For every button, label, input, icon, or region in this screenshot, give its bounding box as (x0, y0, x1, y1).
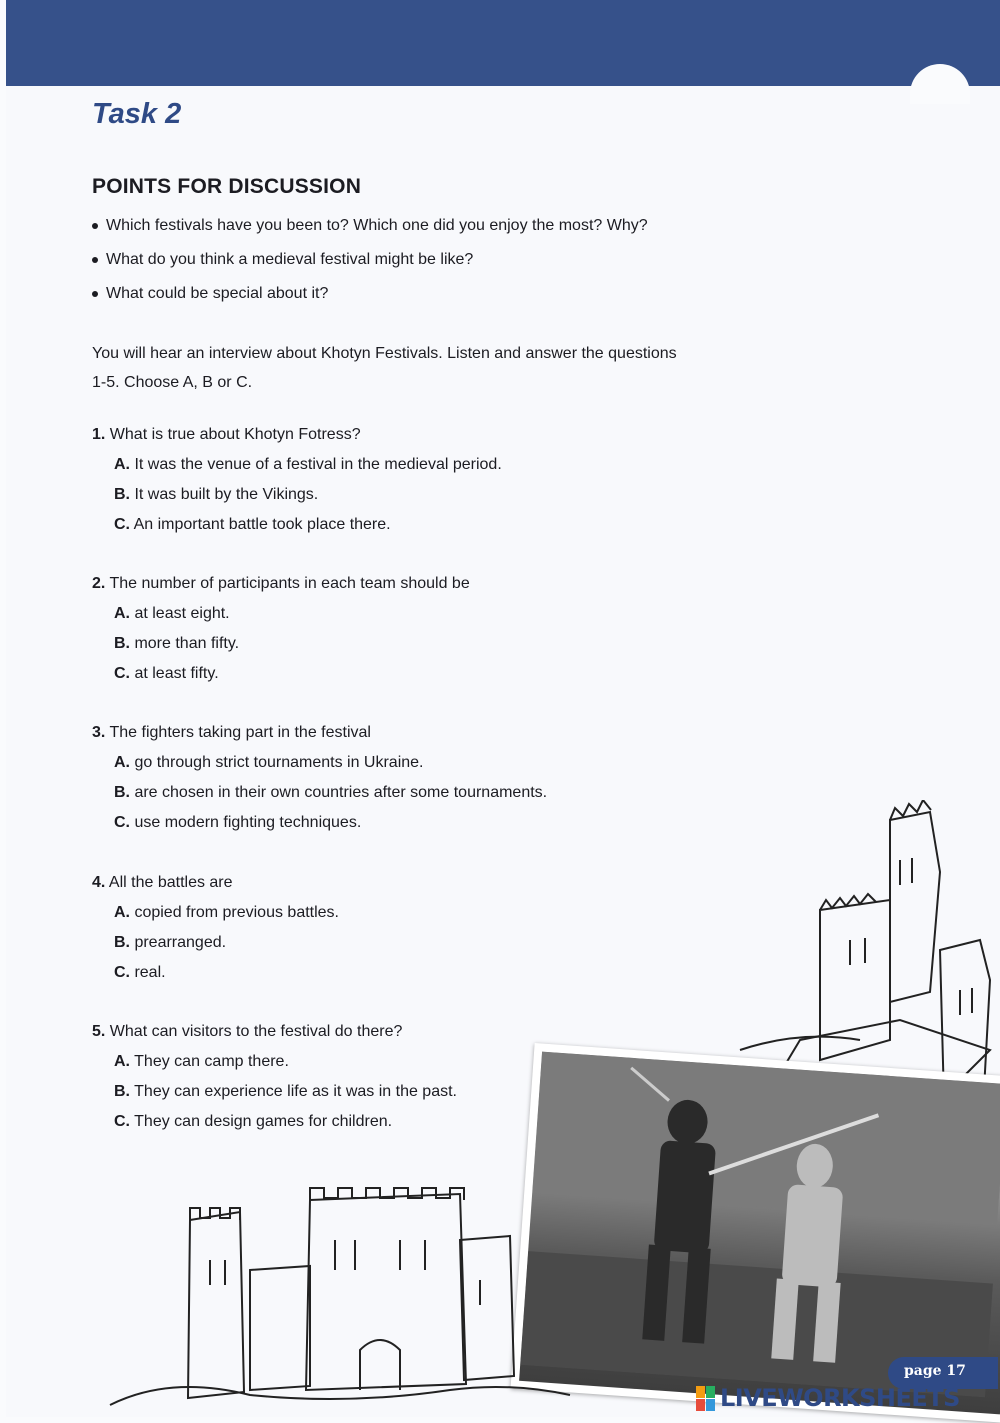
section-title: POINTS FOR DISCUSSION (92, 175, 362, 198)
question-1-option-b[interactable]: B. It was built by the Vikings. (114, 486, 319, 503)
question-3-option-b[interactable]: B. are chosen in their own countries after some tournaments. (114, 784, 548, 801)
question-5-option-b[interactable]: B. They can experience life as it was in the past. (114, 1083, 457, 1100)
question-4-option-a[interactable]: A. copied from previous battles. (114, 904, 339, 921)
header-band (6, 0, 1000, 86)
discussion-point: What do you think a medieval festival might be like? (92, 251, 473, 269)
question-1-option-a[interactable]: A. It was the venue of a festival in the medieval period. (114, 456, 502, 473)
question-4-option-c[interactable]: C. real. (114, 964, 166, 981)
page-number: page 17 (904, 1363, 966, 1379)
bullet-icon (92, 291, 98, 297)
question-2-option-c[interactable]: C. at least fifty. (114, 665, 219, 682)
task-title: Task 2 (92, 98, 182, 130)
question-2: 2. The number of participants in each team should be (92, 575, 470, 592)
question-5-option-c[interactable]: C. They can design games for children. (114, 1113, 393, 1130)
question-3-option-a[interactable]: A. go through strict tournaments in Ukraine. (114, 754, 424, 771)
question-3: 3. The fighters taking part in the festival (92, 724, 371, 741)
question-4: 4. All the battles are (92, 874, 233, 891)
liveworksheets-logo-icon (696, 1386, 716, 1412)
bullet-icon (92, 257, 98, 263)
question-4-option-b[interactable]: B. prearranged. (114, 934, 227, 951)
knights-figures-icon (520, 1052, 1000, 1398)
bullet-icon (92, 223, 98, 229)
question-2-option-a[interactable]: A. at least eight. (114, 605, 230, 622)
instructions-line-2: 1-5. Choose A, B or C. (92, 374, 253, 391)
watermark-text: LIVEWORKSHEETS (720, 1384, 960, 1412)
question-3-option-c[interactable]: C. use modern fighting techniques. (114, 814, 362, 831)
question-1-option-c[interactable]: C. An important battle took place there. (114, 516, 391, 533)
instructions-line-1: You will hear an interview about Khotyn Festivals. Listen and answer the questions (92, 345, 677, 362)
castle-ruins-sketch-icon (100, 1180, 580, 1410)
discussion-point: Which festivals have you been to? Which one did you enjoy the most? Why? (92, 217, 648, 235)
question-1: 1. What is true about Khotyn Fotress? (92, 426, 361, 443)
question-2-option-b[interactable]: B. more than fifty. (114, 635, 240, 652)
question-5-option-a[interactable]: A. They can camp there. (114, 1053, 289, 1070)
discussion-point: What could be special about it? (92, 285, 328, 303)
question-5: 5. What can visitors to the festival do there? (92, 1023, 403, 1040)
